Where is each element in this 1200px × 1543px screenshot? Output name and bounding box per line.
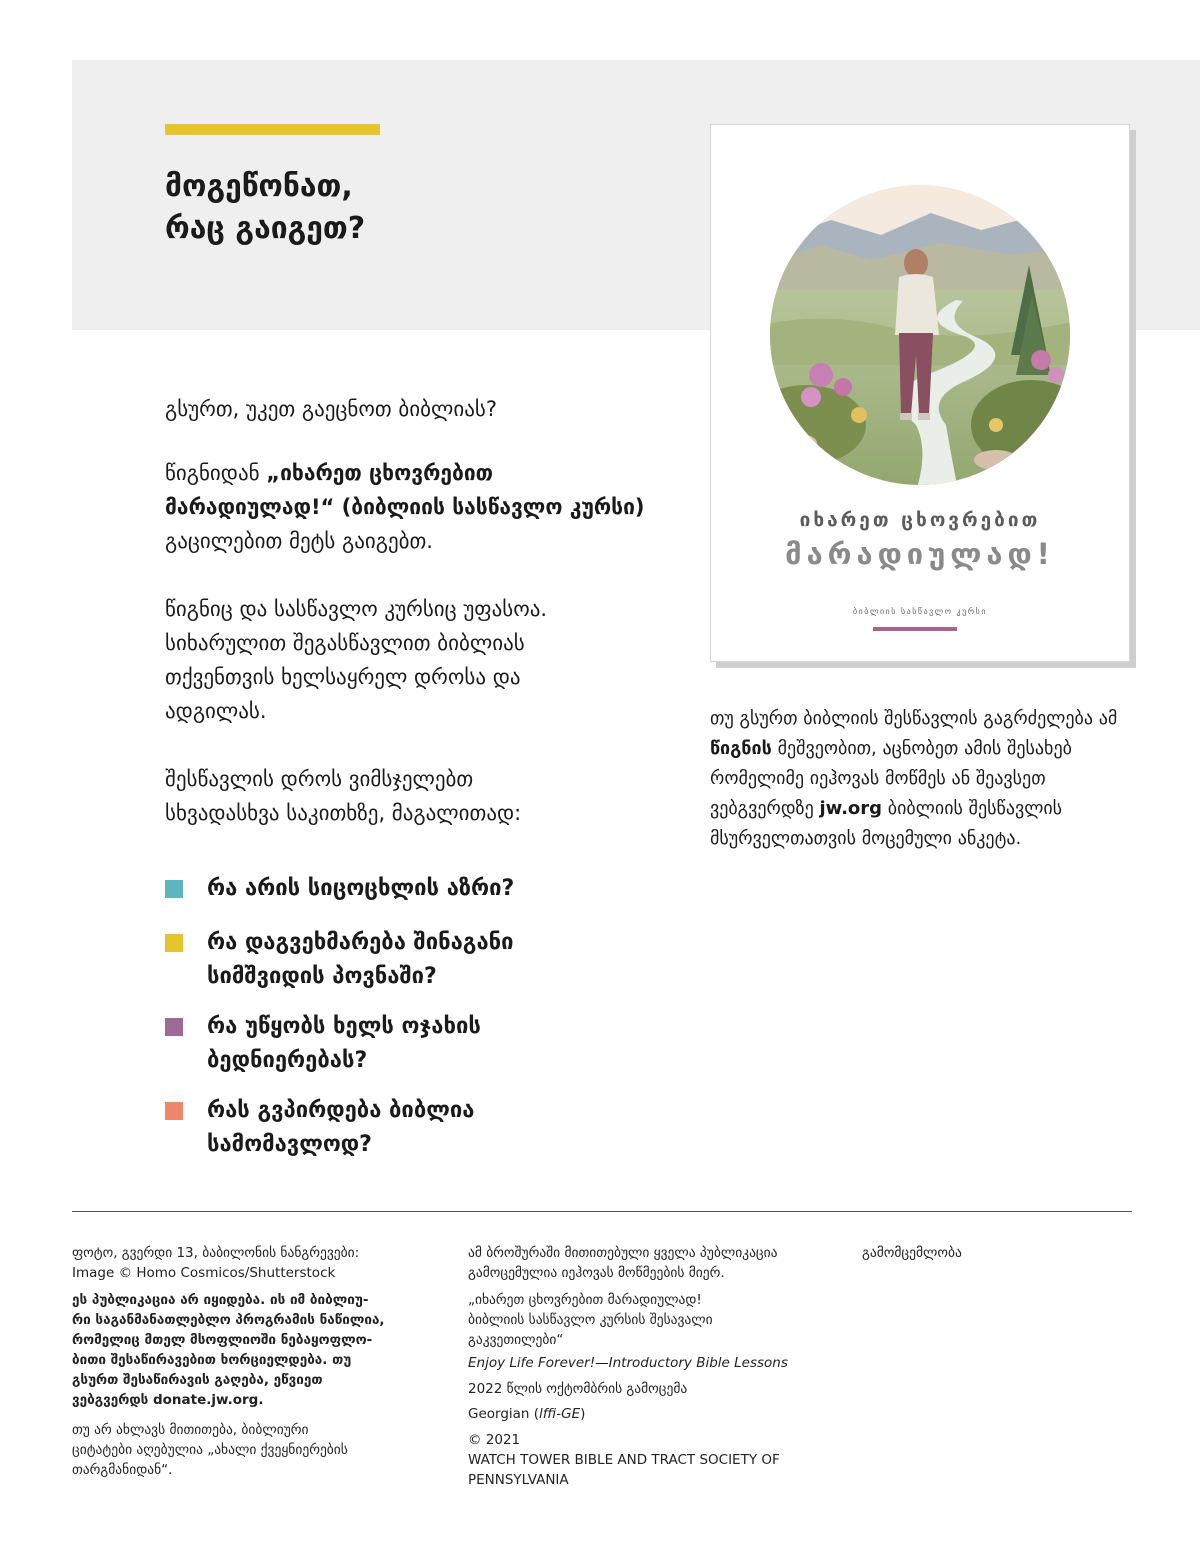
notice-line3: რომელიც მთელ მსოფლიოში ნებაყოფლო- xyxy=(72,1332,373,1348)
booktitle-line3: გაკვეთილები“ xyxy=(468,1332,564,1348)
book-cover xyxy=(710,124,1130,662)
topic-item xyxy=(165,1010,645,1078)
topics-intro-line1: შესწავლის დროს ვიმსჯელებთ xyxy=(165,767,474,791)
photo-credit xyxy=(72,1243,432,1283)
free-line2: სიხარულით შეგასწავლით ბიბლიას xyxy=(165,631,525,655)
title-line1: მოგეწონათ, xyxy=(165,169,353,204)
topic-item xyxy=(165,1094,645,1162)
language xyxy=(468,1404,838,1424)
edition: 2022 წლის ოქტომბრის გამოცემა xyxy=(468,1381,688,1397)
citation-line2: ციტატები აღებულია „ახალი ქვეყნიერების xyxy=(72,1442,348,1458)
side-part2: მეშვეობით, აცნობეთ ამის შესახებ რომელიმე იეჰოვას მოწმეს ან შეავსეთ ვებგვერდზე xyxy=(710,738,1072,819)
cover-illustration xyxy=(711,125,1129,661)
cover-title-line2: მარადიულად! xyxy=(785,537,1055,571)
jw-org-link[interactable]: jw.org xyxy=(819,798,883,819)
copyright-year: © 2021 xyxy=(468,1432,521,1448)
cover-title-line1: იხარეთ ცხოვრებით xyxy=(799,509,1041,531)
notice-line1: ეს პუბლიკაცია არ იყიდება. ის იმ ბიბლიუ- xyxy=(72,1292,369,1308)
free-line4: ადგილას. xyxy=(165,699,267,723)
citation-line3: თარგმანიდან“. xyxy=(72,1462,173,1478)
cover-accent-line xyxy=(873,627,957,631)
book-title-georgian xyxy=(468,1290,838,1350)
accent-bar xyxy=(165,124,380,135)
page-title xyxy=(165,166,585,250)
notice-line2: რი საგანმანათლებლო პროგრამის ნაწილია, xyxy=(72,1312,385,1328)
citation-note xyxy=(72,1420,442,1480)
topic-text: რა დაგვეხმარება შინაგანი xyxy=(207,930,514,955)
side-part3: ბიბლიის შესწავლის მსურველთათვის მოცემული ანკეტა. xyxy=(710,798,1063,849)
topic-text: რა არის სიცოცხლის აზრი? xyxy=(207,876,515,901)
society-line2: PENNSYLVANIA xyxy=(468,1472,569,1488)
publisher-note xyxy=(468,1243,838,1283)
notice-line4: ბითი შესაწირავებით ხორციელდება. თუ xyxy=(72,1352,352,1368)
topic-item xyxy=(165,926,645,994)
society-line1: WATCH TOWER BIBLE AND TRACT SOCIETY OF xyxy=(468,1452,780,1468)
photo-credit-line2: Image © Homo Cosmicos/Shutterstock xyxy=(72,1265,336,1281)
topic-item xyxy=(165,872,645,906)
notice-line6: ვებგვერდს donate.jw.org. xyxy=(72,1392,264,1408)
photo-credit-line1: ფოტო, გვერდი 13, ბაბილონის ნანგრევები: xyxy=(72,1245,360,1261)
booktitle-line2: ბიბლიის სასწავლო კურსის შესავალი xyxy=(468,1312,713,1328)
topic-text: რა უწყობს ხელს ოჯახის xyxy=(207,1014,481,1039)
topics-intro xyxy=(165,762,685,830)
copyright xyxy=(468,1430,848,1490)
intro-book-suffix: გაცილებით მეტს გაიგებთ. xyxy=(165,529,433,553)
notice-line5: გსურთ შესაწირავის გაღება, ეწვიეთ xyxy=(72,1372,323,1388)
english-title-text: Enjoy Life Forever!—Introductory Bible Lessons xyxy=(468,1355,788,1371)
free-line3: თქვენთვის ხელსაყრელ დროსა და xyxy=(165,665,521,689)
publisher-line1: ამ ბროშურაში მითითებული ყველა პუბლიკაცია xyxy=(468,1245,778,1261)
booktitle-line1: „იხარეთ ცხოვრებით მარადიულად! xyxy=(468,1292,702,1308)
intro-book-prefix: წიგნიდან xyxy=(165,461,267,485)
bullet-square xyxy=(165,1102,183,1120)
bullet-square xyxy=(165,934,183,952)
language-prefix: Georgian ( xyxy=(468,1406,540,1422)
footer-divider xyxy=(72,1211,1132,1212)
title-line2: რაც გაიგეთ? xyxy=(165,211,366,246)
bullet-square xyxy=(165,1018,183,1036)
english-title xyxy=(468,1353,848,1373)
side-book-word: წიგნის xyxy=(710,738,772,759)
donation-notice xyxy=(72,1290,442,1410)
language-code: lffi-GE xyxy=(539,1406,581,1422)
citation-line1: თუ არ ახლავს მითითება, ბიბლიური xyxy=(72,1422,309,1438)
intro-question: გსურთ, უკეთ გაეცნოთ ბიბლიას? xyxy=(165,397,497,421)
language-suffix: ) xyxy=(580,1406,586,1422)
topic-text: რას გვპირდება ბიბლია xyxy=(207,1098,475,1123)
topic-text-cont: სამომავლოდ? xyxy=(207,1132,372,1157)
side-instructions xyxy=(710,704,1130,854)
intro-free-paragraph xyxy=(165,592,685,728)
intro-book-name: „იხარეთ ცხოვრებით მარადიულად!“ (ბიბლიის სასწავლო კურსი) xyxy=(165,461,645,519)
publisher-label: გამომცემლობა xyxy=(862,1245,962,1261)
topics-intro-line2: სხვადასხვა საკითხზე, მაგალითად: xyxy=(165,801,522,825)
publisher-line2: გამოცემულია იეჰოვას მოწმეების მიერ. xyxy=(468,1265,725,1281)
cover-subtitle: ბიბლიის სასწავლო კურსი xyxy=(853,607,987,616)
side-part1: თუ გსურთ ბიბლიის შესწავლის გაგრძელება ამ xyxy=(710,708,1118,729)
bullet-square xyxy=(165,880,183,898)
free-line1: წიგნიც და სასწავლო კურსიც უფასოა. xyxy=(165,597,548,621)
topic-text-cont: ბედნიერებას? xyxy=(207,1048,368,1073)
topic-text-cont: სიმშვიდის პოვნაში? xyxy=(207,964,437,989)
intro-book-paragraph xyxy=(165,456,665,558)
